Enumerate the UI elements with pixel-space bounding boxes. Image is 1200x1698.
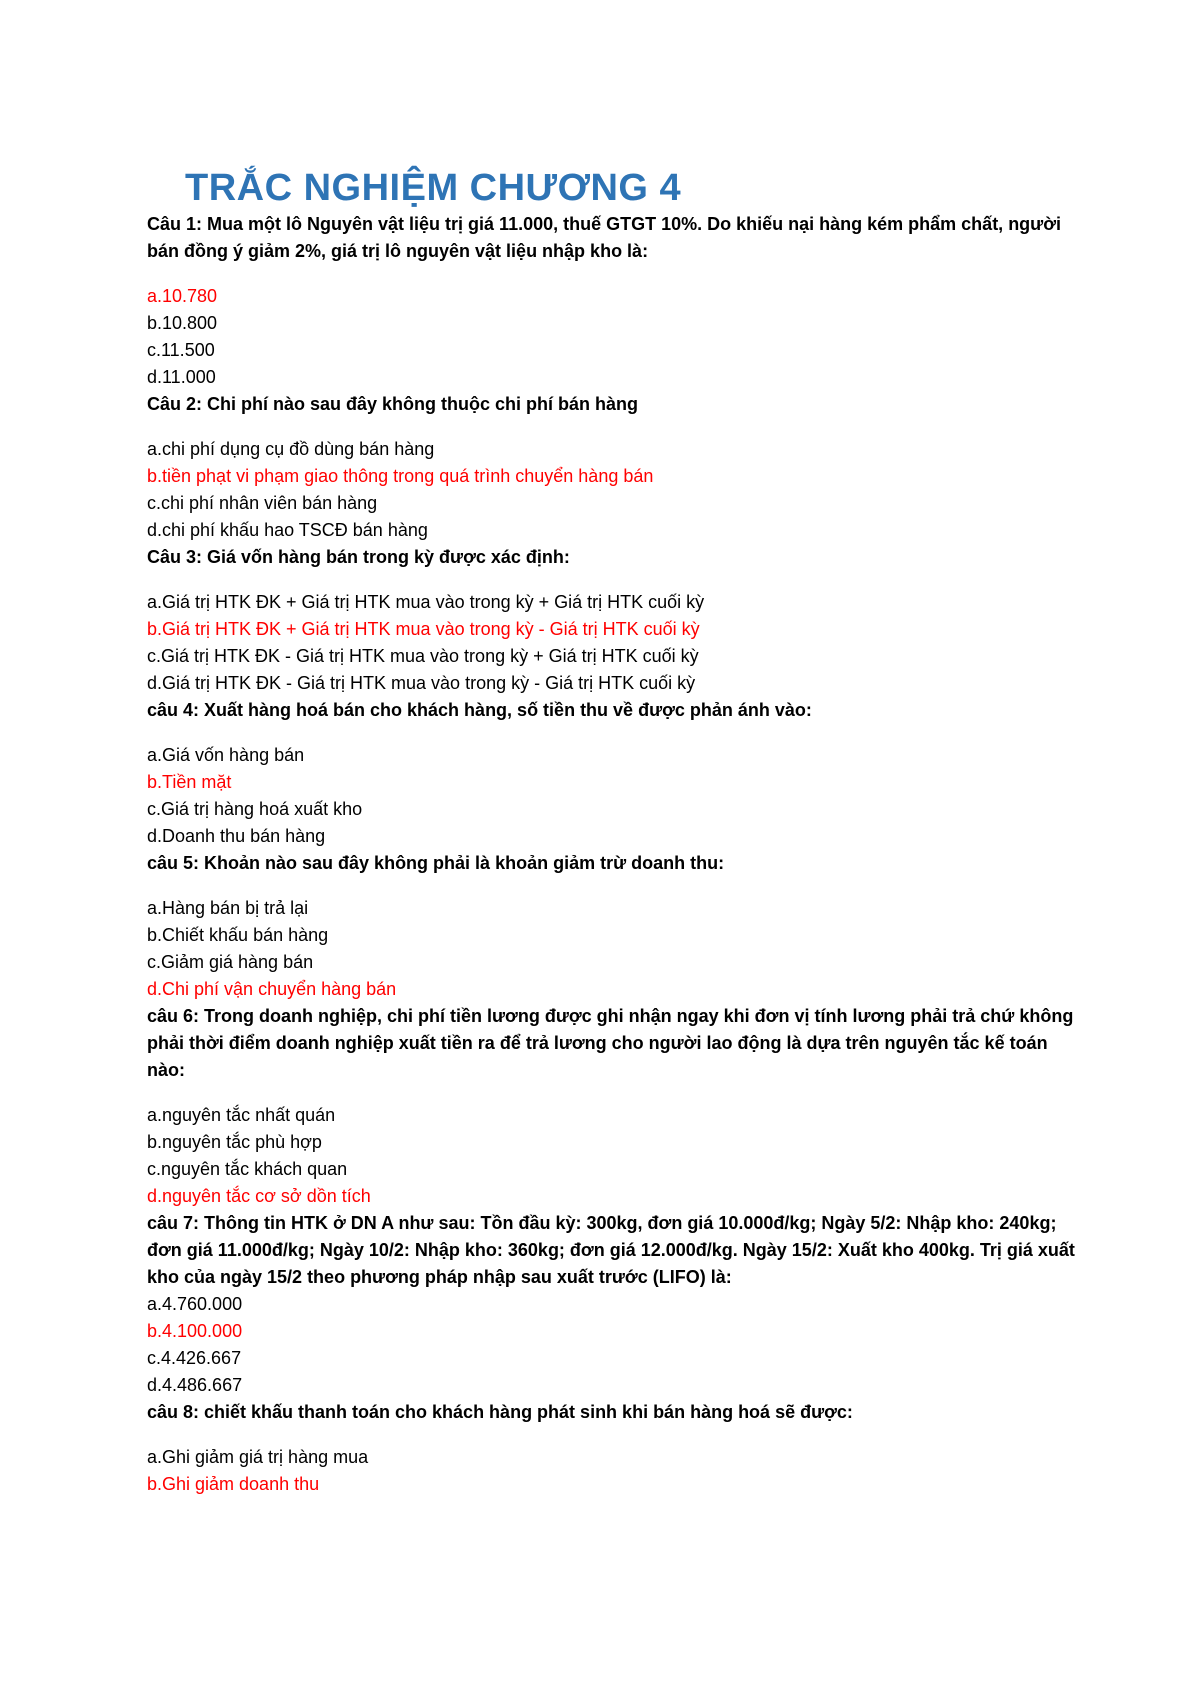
answer-option: c.Giá trị HTK ĐK - Giá trị HTK mua vào trong kỳ + Giá trị HTK cuối kỳ [147, 646, 699, 666]
spacer [147, 877, 1087, 895]
spacer [147, 724, 1087, 742]
answer-option: c.nguyên tắc khách quan [147, 1159, 348, 1179]
page-title: TRẮC NGHIỆM CHƯƠNG 4 [185, 167, 682, 209]
answer-option: d.chi phí khấu hao TSCĐ bán hàng [147, 520, 428, 540]
answer-option-correct: a.10.780 [147, 286, 218, 306]
answer-option-correct: b.tiền phạt vi phạm giao thông trong quá trình chuyển hàng bán [147, 466, 654, 486]
answer-option: c.4.426.667 [147, 1348, 242, 1368]
spacer [147, 1426, 1087, 1444]
question-text: câu 8: chiết khấu thanh toán cho khách hàng phát sinh khi bán hàng hoá sẽ được: [147, 1402, 853, 1422]
answer-option: c.Giá trị hàng hoá xuất kho [147, 799, 363, 819]
answer-option: a.4.760.000 [147, 1294, 243, 1314]
question-block [147, 391, 1087, 544]
question-text: Câu 3: Giá vốn hàng bán trong kỳ được xác định: [147, 547, 570, 567]
question-list [147, 211, 1087, 1498]
question-text: câu 4: Xuất hàng hoá bán cho khách hàng, số tiền thu về được phản ánh vào: [147, 700, 812, 720]
spacer [147, 418, 1087, 436]
answer-option: b.10.800 [147, 313, 218, 333]
spacer [147, 265, 1087, 283]
question-text: câu 5: Khoản nào sau đây không phải là khoản giảm trừ doanh thu: [147, 853, 725, 873]
answer-option-correct: b.Tiền mặt [147, 772, 232, 792]
answer-option: a.chi phí dụng cụ đồ dùng bán hàng [147, 439, 435, 459]
answer-option: d.Doanh thu bán hàng [147, 826, 326, 846]
question-block [147, 850, 1087, 1003]
answer-option: a.Ghi giảm giá trị hàng mua [147, 1447, 369, 1467]
answer-option-correct: b.Ghi giảm doanh thu [147, 1474, 320, 1494]
answer-option: b.nguyên tắc phù hợp [147, 1132, 322, 1152]
question-block [147, 544, 1087, 697]
answer-option: d.11.000 [147, 367, 216, 387]
question-text: câu 6: Trong doanh nghiệp, chi phí tiền lương được ghi nhận ngay khi đơn vị tính lương phải trả chứ không phải thời điểm doanh nghiệp xuất tiền ra để trả lương cho người lao động là dựa trên nguyên tắc kế toán nào: [147, 1006, 1074, 1080]
answer-option: a.nguyên tắc nhất quán [147, 1105, 336, 1125]
question-block [147, 697, 1087, 850]
answer-option: a.Giá vốn hàng bán [147, 745, 305, 765]
answer-option: a.Hàng bán bị trả lại [147, 898, 309, 918]
document-page [147, 165, 1087, 1498]
spacer [147, 1084, 1087, 1102]
question-block [147, 1399, 1087, 1498]
question-text: Câu 1: Mua một lô Nguyên vật liệu trị giá 11.000, thuế GTGT 10%. Do khiếu nại hàng kém phẩm chất, người bán đồng ý giảm 2%, giá trị lô nguyên vật liệu nhập kho là: [147, 214, 1062, 261]
answer-option: c.chi phí nhân viên bán hàng [147, 493, 378, 513]
answer-option: c.11.500 [147, 340, 215, 360]
spacer [147, 571, 1087, 589]
question-block [147, 1210, 1087, 1399]
answer-option-correct: b.4.100.000 [147, 1321, 243, 1341]
answer-option-correct: d.Chi phí vận chuyển hàng bán [147, 979, 397, 999]
question-text: câu 7: Thông tin HTK ở DN A như sau: Tồn đầu kỳ: 300kg, đơn giá 10.000đ/kg; Ngày 5/2: Nhập kho: 240kg; đơn giá 11.000đ/kg; Ngày 10/2: Nhập kho: 360kg; đơn giá 12.000đ/kg. Ngày 15/2: Xuất kho 400kg. Trị giá xuất kho của ngày 15/2 theo phương pháp nhập sau xuất trước (LIFO) là: [147, 1213, 1075, 1287]
answer-option: d.4.486.667 [147, 1375, 243, 1395]
answer-option: b.Chiết khấu bán hàng [147, 925, 329, 945]
question-text: Câu 2: Chi phí nào sau đây không thuộc chi phí bán hàng [147, 394, 639, 414]
question-block [147, 211, 1087, 391]
question-block [147, 1003, 1087, 1210]
answer-option: d.Giá trị HTK ĐK - Giá trị HTK mua vào trong kỳ - Giá trị HTK cuối kỳ [147, 673, 696, 693]
answer-option-correct: b.Giá trị HTK ĐK + Giá trị HTK mua vào trong kỳ - Giá trị HTK cuối kỳ [147, 619, 700, 639]
answer-option: a.Giá trị HTK ĐK + Giá trị HTK mua vào trong kỳ + Giá trị HTK cuối kỳ [147, 592, 705, 612]
answer-option: c.Giảm giá hàng bán [147, 952, 314, 972]
answer-option-correct: d.nguyên tắc cơ sở dồn tích [147, 1186, 371, 1206]
